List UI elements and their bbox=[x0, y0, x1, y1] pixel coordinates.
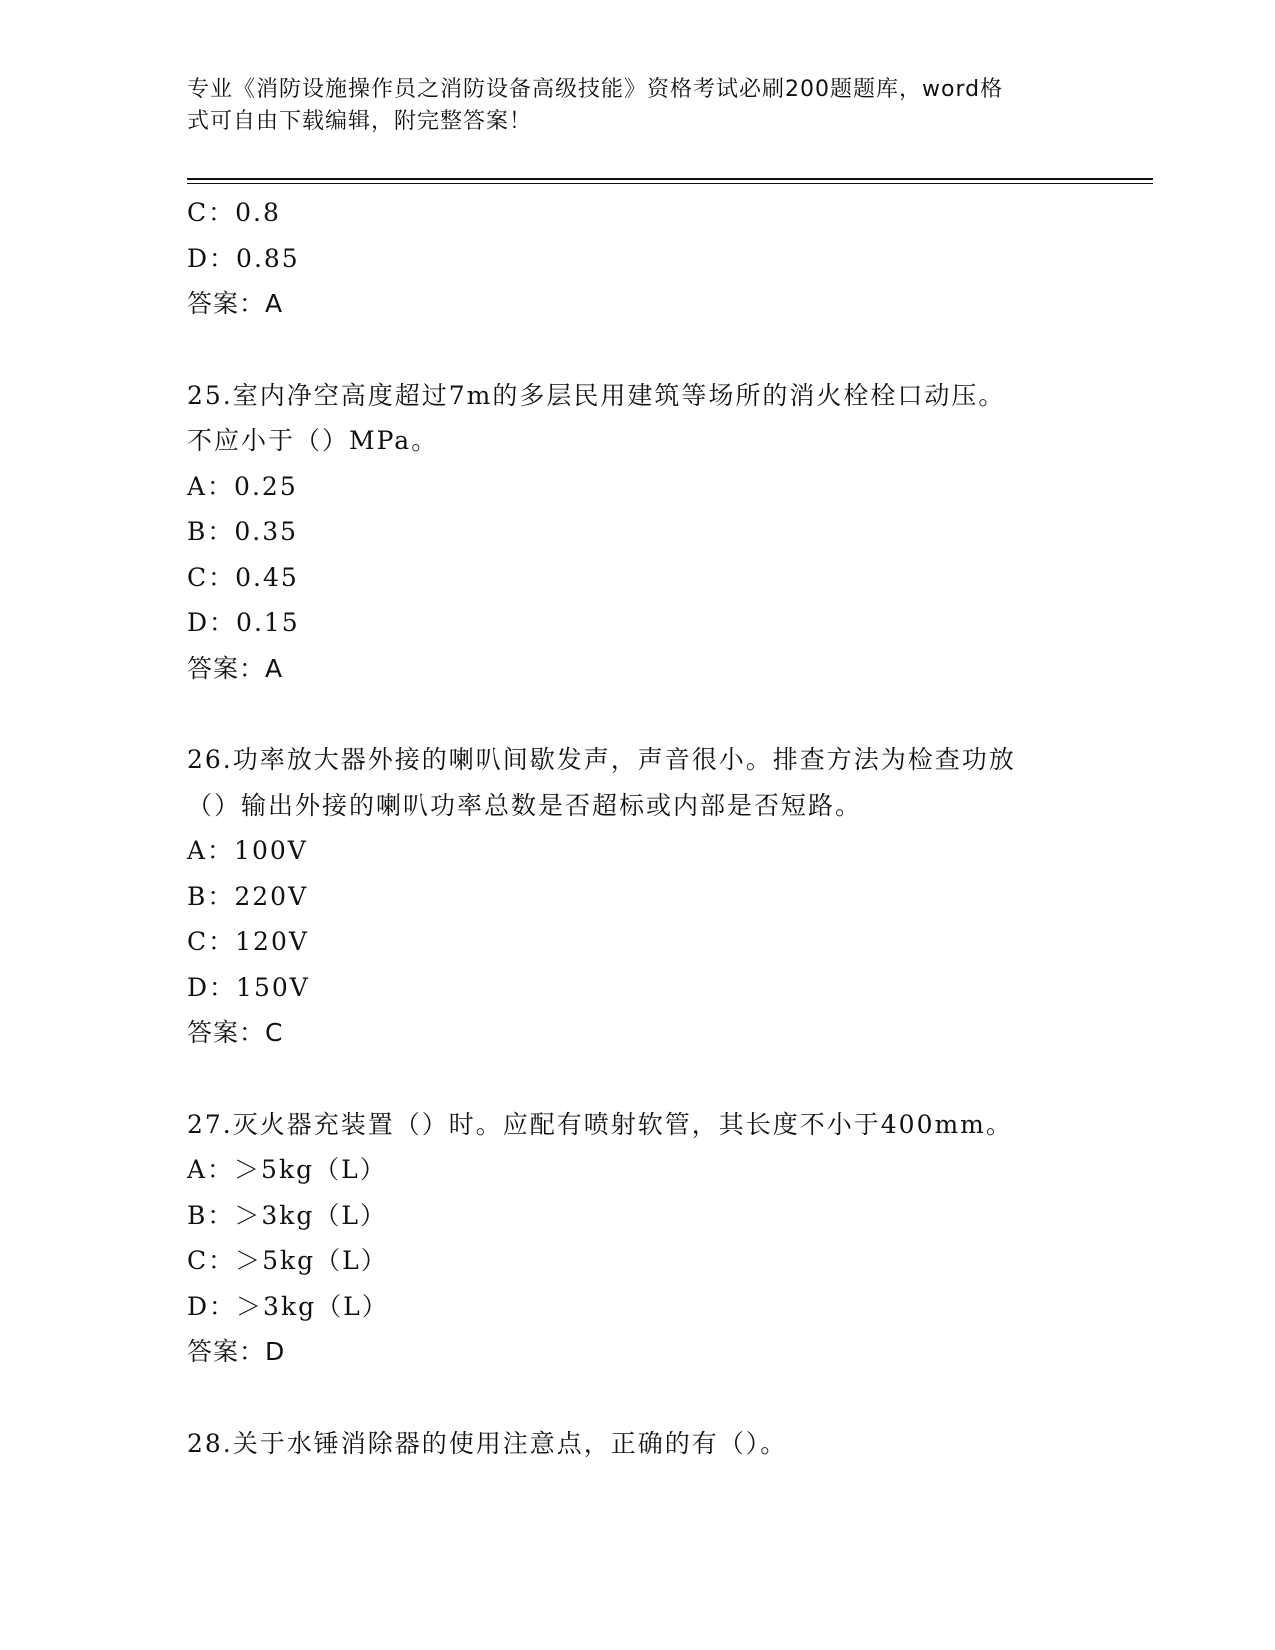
question-text: 26.功率放大器外接的喇叭间歇发声，声音很小。排查方法为检查功放 bbox=[187, 745, 1016, 774]
question-28 bbox=[187, 1421, 1087, 1467]
option-c: C：120V bbox=[187, 927, 309, 956]
question-24-tail bbox=[187, 190, 1087, 327]
header-line-1: 专业《消防设施操作员之消防设备高级技能》资格考试必刷200题题库，word格 bbox=[187, 77, 1004, 102]
answer-line: 答案：D bbox=[187, 1337, 286, 1366]
header-line-2: 式可自由下载编辑，附完整答案！ bbox=[187, 109, 533, 134]
option-c: C：0.8 bbox=[187, 198, 281, 227]
option-d: D：0.85 bbox=[187, 243, 300, 273]
header-rule-thin bbox=[187, 183, 1153, 184]
option-a: A：＞5kg（L） bbox=[187, 1155, 387, 1184]
question-25 bbox=[187, 373, 1087, 692]
spacer bbox=[187, 1375, 1087, 1421]
spacer bbox=[187, 1056, 1087, 1102]
option-a: A：100V bbox=[187, 836, 308, 865]
option-b: B：0.35 bbox=[187, 517, 299, 546]
question-text: 25.室内净空高度超过7m的多层民用建筑等场所的消火栓栓口动压。 bbox=[187, 380, 1006, 410]
option-b: B：220V bbox=[187, 881, 309, 911]
spacer bbox=[187, 691, 1087, 737]
question-26 bbox=[187, 737, 1087, 1056]
question-text: 27.灭火器充装置（）时。应配有喷射软管，其长度不小于400mm。 bbox=[187, 1109, 1013, 1139]
question-text-continued: （）输出外接的喇叭功率总数是否超标或内部是否短路。 bbox=[187, 790, 863, 820]
answer-line: 答案：A bbox=[187, 289, 284, 318]
option-c: C：＞5kg（L） bbox=[187, 1246, 388, 1275]
option-d: D：0.15 bbox=[187, 608, 300, 637]
question-text: 28.关于水锤消除器的使用注意点，正确的有（）。 bbox=[187, 1428, 788, 1458]
spacer bbox=[187, 327, 1087, 373]
question-list bbox=[187, 190, 1087, 1466]
question-text-continued: 不应小于（）MPa。 bbox=[187, 426, 439, 455]
header-rule-thick bbox=[187, 178, 1153, 180]
document-header bbox=[187, 74, 1067, 138]
option-a: A：0.25 bbox=[187, 471, 298, 501]
question-27 bbox=[187, 1102, 1087, 1375]
option-b: B：＞3kg（L） bbox=[187, 1200, 388, 1230]
answer-line: 答案：A bbox=[187, 653, 284, 683]
option-d: D：＞3kg（L） bbox=[187, 1291, 389, 1321]
option-c: C：0.45 bbox=[187, 562, 299, 592]
option-d: D：150V bbox=[187, 972, 310, 1002]
answer-line: 答案：C bbox=[187, 1018, 284, 1047]
